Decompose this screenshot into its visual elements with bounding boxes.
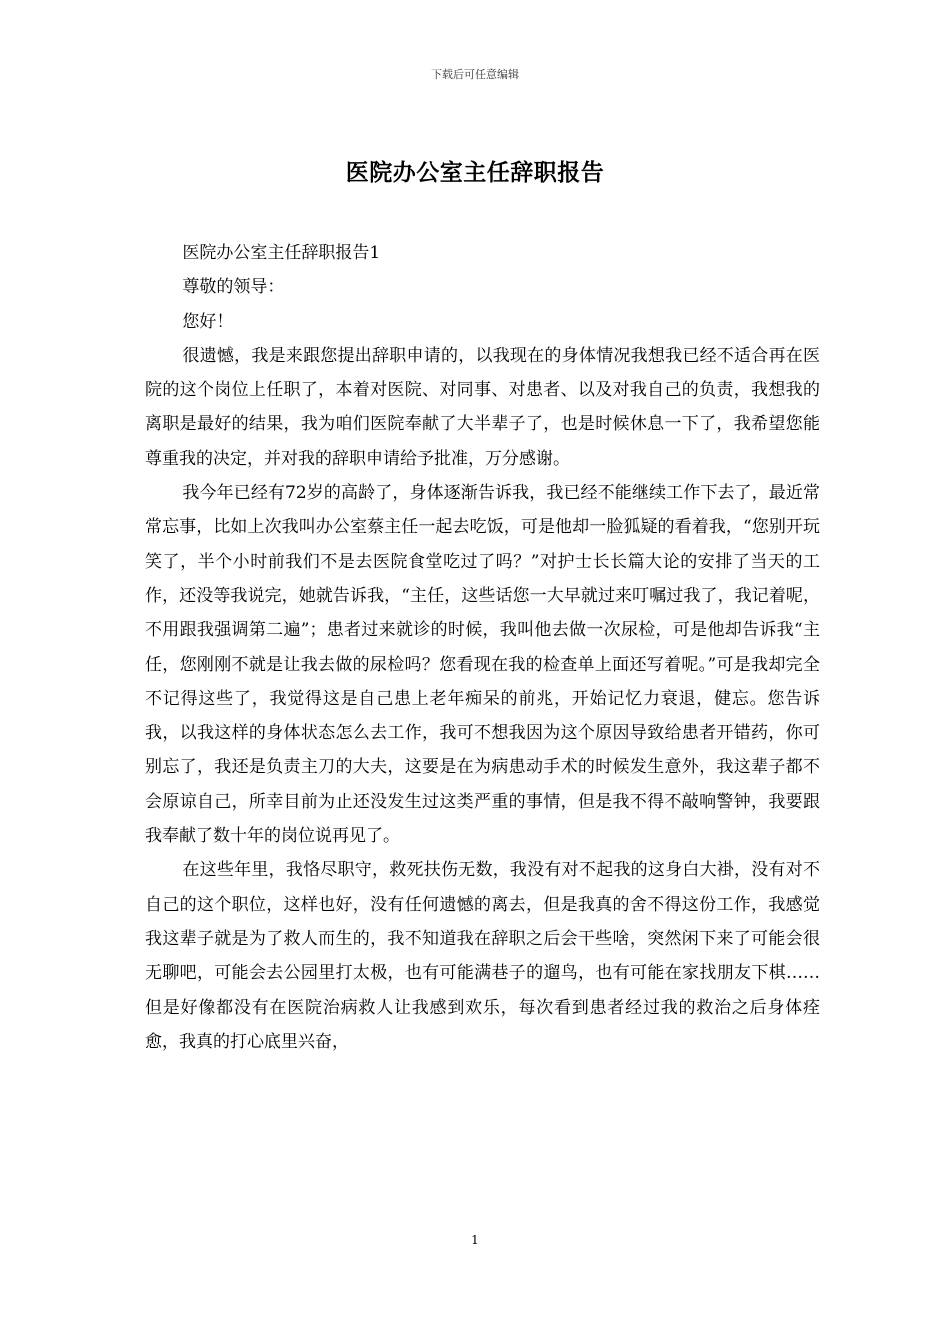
page-header-note: 下载后可任意编辑 (431, 68, 519, 81)
document-title: 医院办公室主任辞职报告 (345, 159, 605, 186)
body-paragraph: 很遗憾，我是来跟您提出辞职申请的，以我现在的身体情况我想我已经不适合再在医院的这个岗位上任职了，本着对医院、对同事、对患者、以及对我自己的负责，我想我的离职是最好的结果，我为咱们医院奉献了大半辈子了，也是时候休息一下了，我希望您能尊重我的决定，并对我的辞职申请给予批准，万分感谢。 (145, 345, 820, 469)
section-heading: 医院办公室主任辞职报告1 (182, 243, 381, 263)
body-paragraph: 在这些年里，我恪尽职守，救死扶伤无数，我没有对不起我的这身白大褂，没有对不自己的这个职位，这样也好，没有任何遗憾的离去，但是我真的舍不得这份工作，我感觉我这辈子就是为了救人而生的，我不知道我在辞职之后会干些啥，突然闲下来了可能会很无聊吧，可能会去公园里打太极，也有可能满巷子的遛鸟，也有可能在家找朋友下棋……但是好像都没有在医院治病救人让我感到欢乐，每次看到患者经过我的救治之后身体痊愈，我真的打心底里兴奋， (145, 860, 820, 1052)
salutation: 尊敬的领导： (182, 277, 285, 298)
page-number: 1 (471, 1233, 479, 1247)
document-body (145, 236, 820, 1059)
greeting: 您好！ (182, 311, 234, 332)
body-paragraph: 我今年已经有72岁的高龄了，身体逐渐告诉我，我已经不能继续工作下去了，最近常常忘事，比如上次我叫办公室蔡主任一起去吃饭，可是他却一脸狐疑的看着我，“您别开玩笑了，半个小时前我们不是去医院食堂吃过了吗？”对护士长长篇大论的安排了当天的工作，还没等我说完，她就告诉我，“主任，这些话您一大早就过来叮嘱过我了，我记着呢，不用跟我强调第二遍”；患者过来就诊的时候，我叫他去做一次尿检，可是他却告诉我“主任，您刚刚不就是让我去做的尿检吗？您看现在我的检查单上面还写着呢。”可是我却完全不记得这些了，我觉得这是自己患上老年痴呆的前兆，开始记忆力衰退，健忘。您告诉我，以我这样的身体状态怎么去工作，我可不想我因为这个原因导致给患者开错药，你可别忘了，我还是负责主刀的大夫，这要是在为病患动手术的时候发生意外，我这辈子都不会原谅自己，所幸目前为止还没发生过这类严重的事情，但是我不得不敲响警钟，我要跟我奉献了数十年的岗位说再见了。 (145, 483, 820, 847)
